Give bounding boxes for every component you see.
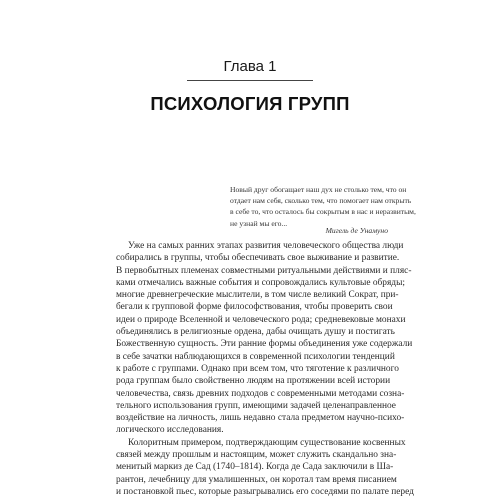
chapter-label: Глава 1 [223,58,277,75]
body-line: Уже на самых ранних этапах развития человеческого общества люди [128,241,404,251]
body-line: бегали к групповой форме философствования, чтобы проверить свои [116,302,393,313]
body-line: Божественную сущность. Эти ранние формы объединения уже содержали [116,339,413,350]
epigraph-line: в себе то, что осталось бы сокрытым в нас и неразвитым, [230,207,416,217]
body-text [116,240,414,498]
body-line: идеи о природе Вселенной и человеческого рода; средневековые монахи [116,314,406,325]
body-line: рода группам было свойственно людям на протяжении всей истории [116,376,391,387]
epigraph-line: отдает нам себя, сколько тем, что помогает нам открыть [230,196,412,206]
body-line: ками отмечались важные события и сопровождались культовые обряды; [116,277,405,288]
body-line: В первобытных племенах совместными ритуальными действиями и пляс- [116,265,412,276]
body-line: Колоритным примером, подтверждающим существование косвенных [128,437,406,448]
body-line: связей между прошлым и настоящим, может служить скандально зна- [116,450,397,461]
body-line: собирались в группы, чтобы обеспечивать свое выживание и развитие. [116,253,400,264]
body-line: и постановкой пьес, которые разыгрывались его соседями по палате перед [116,486,414,497]
body-line: человечества, связь древних подходов с современными методами созна- [116,388,405,399]
body-line: логического исследования. [116,425,224,436]
body-line: в себе зачатки наблюдающихся в современной психологии тенденций [116,351,395,362]
epigraph-author: Мигель де Унамуно [325,226,388,235]
epigraph [230,184,416,229]
body-line: воздействие на личность, лишь недавно стала предметом научно-психо- [116,413,405,424]
body-line: менитый маркиз де Сад (1740–1814). Когда де Сада заключили в Ша- [116,462,394,473]
epigraph-line: не узнай мы его... [230,218,288,228]
body-line: рантон, лечебницу для умалишенных, он коротал там время писанием [116,474,397,485]
body-line: к работе с группами. Однако при всем том, что тяготение к различного [116,363,399,374]
body-line: тельного использования групп, имеющими задачей целенаправленное [116,400,396,411]
body-line: объединялись в религиозные ордена, дабы очищать душу и постигать [116,327,395,338]
epigraph-line: Новый друг обогащает наш дух не столько тем, что он [230,185,407,194]
chapter-title: ПСИХОЛОГИЯ ГРУПП [150,93,350,114]
chapter-divider [187,80,313,81]
body-line: многие древнегреческие мыслители, в том числе великий Сократ, при- [116,290,399,301]
